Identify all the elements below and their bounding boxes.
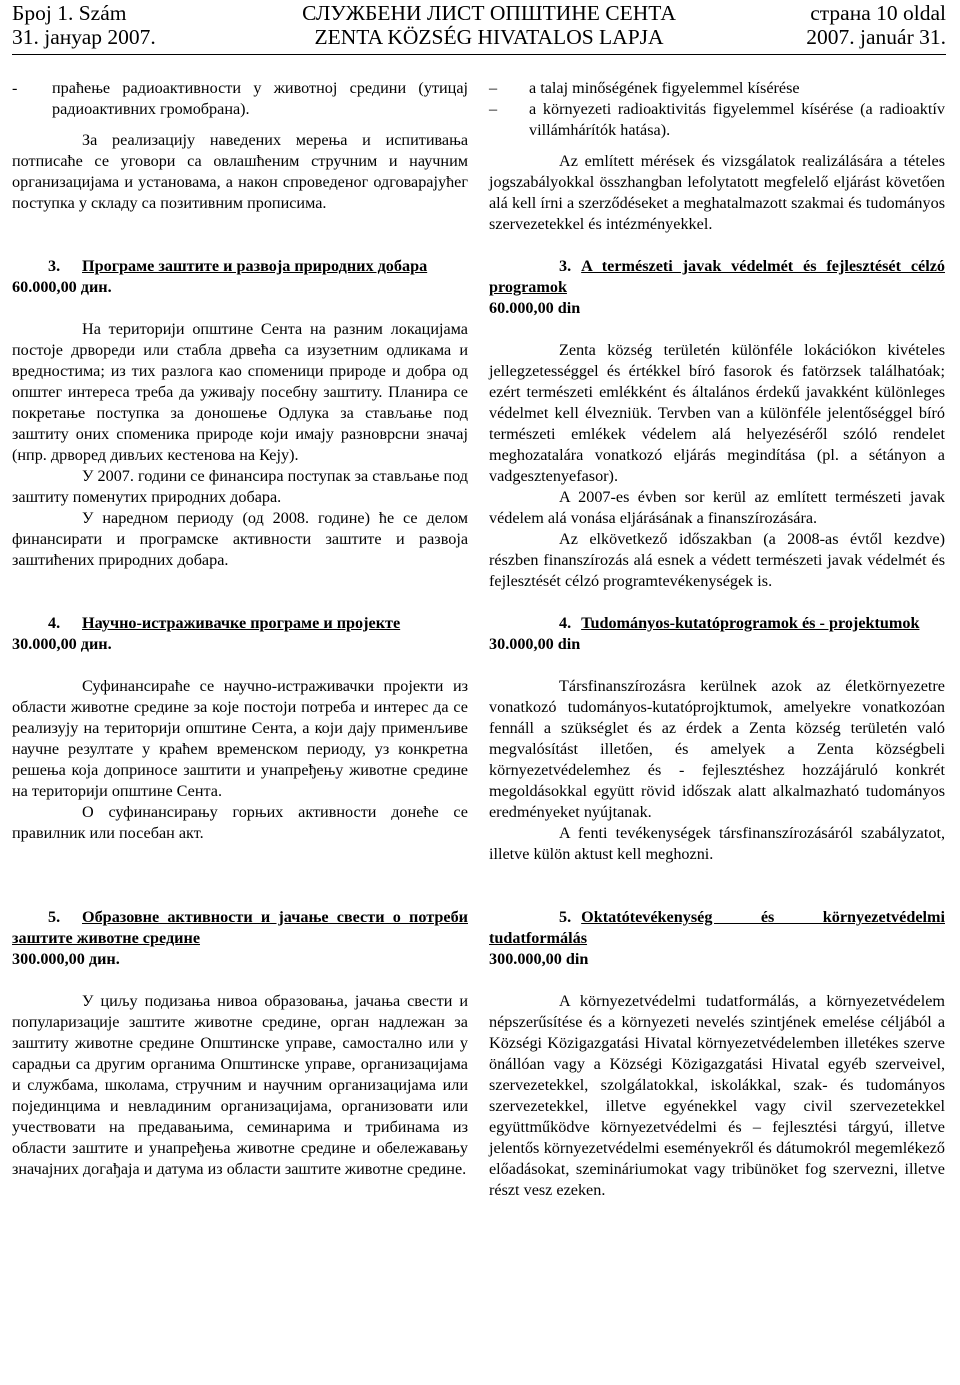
bullet-dash: – <box>489 100 498 118</box>
intro-bullet <box>12 78 468 120</box>
publication-title-serbian: СЛУЖБЕНИ ЛИСТ ОПШТИНЕ СЕНТА <box>302 1 676 25</box>
section-number: 5. <box>48 908 61 926</box>
section-5-heading <box>12 907 468 949</box>
section-3-heading <box>489 256 945 298</box>
bullet-2-text: a környezeti radioaktivitás figyelemmel kísérése (a radioaktív villámhárítók hatása). <box>529 100 945 139</box>
section-title: Научно-истраживачке програме и пројекте <box>82 614 401 632</box>
section-5-paragraph-1: A környezetvédelmi tudatformálás, a környezetvédelem népszerűsítése és a környezeti nevelés szintjének emelése céljából a Községi Közigazgatási Hivatal környezetvédelemben illetékes szerve önállóan vagy a Községi Közigazgatási Hivatal egyéb szerveivel, szervezetekkel, szolgálatokkal, iskolákkal, szak- és tudományos szervezetekkel, illetve egyénekkel vagy civil szervezetekkel együttműködve környezetvédelmi és – fejlesztési tárgyú, illetve jelentős környezetvédelmi eseményekről és dátumokról megemlékező előadásokat, szemináriumokat vagy tribünöket fog szervezni, illetve részt vesz ezeken. <box>489 992 945 1199</box>
section-4-heading <box>12 613 468 634</box>
section-3-paragraph-1: Zenta község területén különféle lokációkon kivételes jellegzetességgel és értékkel bíró fasorok és fatörzsek találhatóak; ezért természeti emlékként és általános érdekű javakként különleges védelmet kell élvezniük. Tervben van a különféle jelentőséggel bíró természeti emlékek védelem alá helyezéséről szóló rendelet meghozatalára vonatkozó eljárás megindítása (pl. a sétányon a vadgesztenyefasor). <box>489 341 945 485</box>
section-4-paragraph-1: Суфинансираће се научно-истраживачки пројекти из области животне средине за које постоји потреба и интерес да се реализују на територији општине Сента, а који дају применљиве научне резултате у краћем временском периоду, уз конкретна решења која доприносе заштити и унапређењу животне средине на територији општине Сента. <box>12 677 468 800</box>
section-4-amount: 30.000,00 din <box>489 635 581 653</box>
intro-paragraph: Az említett mérések és vizsgálatok realizálására a tételes jogszabályokkal összhangban lefolytatott megfelelő eljárást követően alá kell írni a szerződéseket a meghatalmazott szakmai és tudományos szervezetekkel és intézményekkel. <box>489 152 945 233</box>
section-number: 5. <box>559 908 572 926</box>
section-5-amount: 300.000,00 дин. <box>12 950 120 968</box>
bullet-2 <box>489 99 945 141</box>
section-title: Tudományos-kutatóprogramok és - projektumok <box>581 614 920 632</box>
page-number: страна 10 oldal <box>810 1 946 25</box>
section-number: 3. <box>48 257 61 275</box>
section-title: Програме заштите и развоја природних добара <box>82 257 428 275</box>
section-title: A természeti javak védelmét és fejlesztését célzó programok <box>489 257 945 296</box>
section-title: Oktatótevékenység és környezetvédelmi tudatformálás <box>489 908 945 947</box>
date-hungarian: 2007. január 31. <box>806 25 946 49</box>
section-4-paragraph-1: Társfinanszírozásra kerülnek azok az életkörnyezetre vonatkozó tudományos-kutatóprojktumok, amelyekre vonatkozóan fennáll a szükséglet és az érdek a Zenta község területén való megvalósítást illetően, és amelyek a Zenta községbeli környezetvédelemhez és - fejlesztéshez hozzájáruló konkrét megoldásokkal együtt rövid időszak alatt alkalmazható tudományos eredményeket nyújtanak. <box>489 677 945 821</box>
section-3-paragraph-2: A 2007-es évben sor kerül az említett természeti javak védelem alá vonása eljárásának a finanszírozására. <box>489 488 945 527</box>
section-4-paragraph-2: A fenti tevékenységek társfinanszírozásáról szabályzatot, illetve külön aktust kell meghozni. <box>489 824 945 863</box>
section-3-paragraph-3: У наредном периоду (од 2008. године) ће се делом финансирати и програмске активности заштите и развоја заштићених природних добара. <box>12 509 468 569</box>
section-4-amount: 30.000,00 дин. <box>12 635 112 653</box>
section-5-heading <box>489 907 945 949</box>
issue-number: Број 1. Szám <box>12 1 127 25</box>
publication-title-hungarian: ZENTA KÖZSÉG HIVATALOS LAPJA <box>314 25 664 49</box>
hungarian-column <box>489 78 945 1201</box>
date-serbian: 31. јануар 2007. <box>12 25 156 49</box>
section-number: 4. <box>48 614 61 632</box>
bullet-1 <box>489 78 945 99</box>
page-header <box>0 0 960 60</box>
header-rule <box>12 54 946 55</box>
section-3-heading <box>12 256 468 277</box>
section-3-paragraph-3: Az elkövetkező időszakban (a 2008-as évtől kezdve) részben finanszírozás alá esnek a védett természeti javak védelmét és fejlesztését célzó programtevékenységek is. <box>489 530 945 590</box>
bullet-dash: – <box>489 79 498 97</box>
section-5-amount: 300.000,00 din <box>489 950 589 968</box>
section-number: 3. <box>559 257 572 275</box>
section-3-paragraph-2: У 2007. години се финансира поступак за стављање под заштиту поменутих природних добара. <box>12 467 468 506</box>
section-3-amount: 60.000,00 din <box>489 299 581 317</box>
bullet-dash: - <box>12 79 18 97</box>
section-3-amount: 60.000,00 дин. <box>12 278 112 296</box>
section-5-paragraph-1: У циљу подизања нивоа образовања, јачања свести и популаризације заштите животне средине, орган надлежан за заштиту животне средине Општинске управе, самостално или у сарадњи са другим органима Општинске управе, организацијама и службама, школама, стручним и научним организацијама или појединцима и невладиним организацијама, организовати или учествовати на предавањима, семинарима и трибинама из области заштите и унапређења животне средине и обележавању значајних догађаја и датума из области заштите животне средине. <box>12 992 468 1178</box>
section-3-paragraph-1: На територији општине Сента на разним локацијама постоје дрвореди или стабла дрвећа са изузетним одликама и вредностима; из тих разлога као споменици природе и добра од општег интереса треба да уживају посебну заштиту. Планира се покретање поступка за доношење Одлука за стављање под заштиту оних споменика природе који имају разноврсни значај (нпр. дрворед дивљих кестенова на Кеју). <box>12 320 468 464</box>
section-4-heading <box>489 613 945 634</box>
bullet-1-text: a talaj minőségének figyelemmel kísérése <box>529 79 800 97</box>
section-number: 4. <box>559 614 572 632</box>
section-title: Образовне активности и јачање свести о потреби заштите животне средине <box>12 908 468 947</box>
serbian-column <box>12 78 468 1180</box>
intro-paragraph: За реализацију наведених мерења и испитивања потписаће се уговори са овлашћеним стручним и научним организацијама и установама, а након спроведеног одговарајућег поступка у складу са позитивним прописима. <box>12 131 468 212</box>
intro-bullet-text: праћење радиоактивности у животној средини (утицај радиоактивних громобрана). <box>52 79 468 118</box>
section-4-paragraph-2: О суфинансирању горњих активности донеће се правилник или посебан акт. <box>12 803 468 842</box>
